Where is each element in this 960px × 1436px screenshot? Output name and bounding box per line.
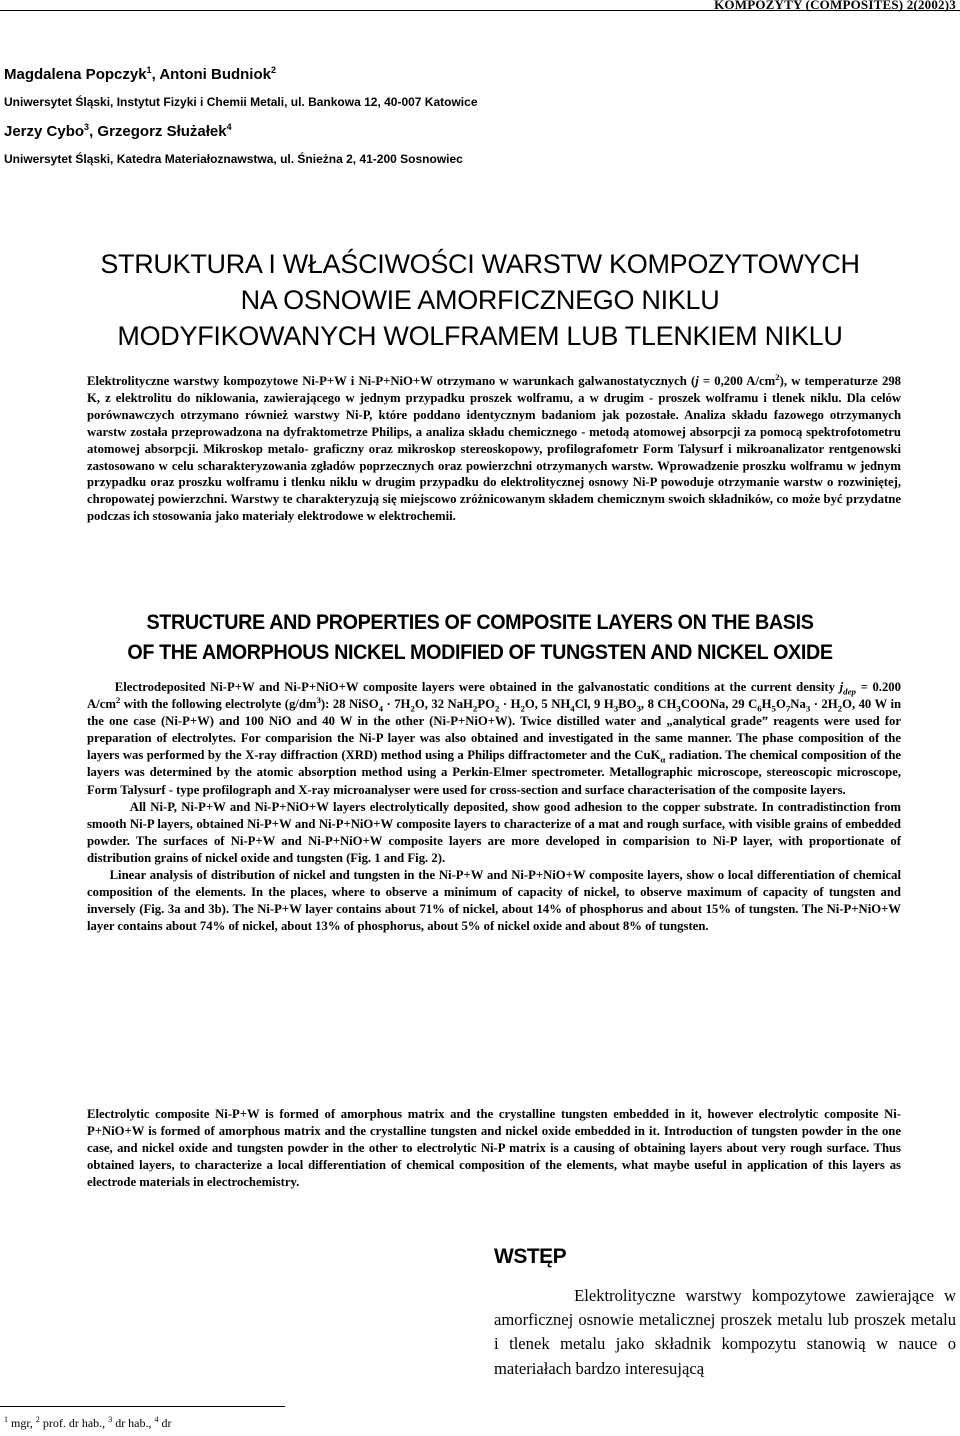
footnote-rule — [0, 1406, 285, 1407]
summary-english: Electrolytic composite Ni-P+W is formed of amorphous matrix and the crystalline tungsten embedded in it, however electrolytic composite Ni-P+NiO+W is formed of amorphous matrix and the crystalline tungsten and nickel oxide embedded in it. Introduction of tungsten powder in the one case, and nickel oxide and tungsten powder in the other to electrolytic Ni-P matrix is a causing of obtaining layers about very rough surface. Thus obtained layers, to characterize a local differentiation of chemical composition of the elements, what maybe useful in application of this layers as electrode materials in electrochemistry. — [87, 1107, 901, 1190]
intro-paragraph: Elektrolityczne warstwy kompozytowe zawierające w amorficznej osnowie metalicznej proszek metalu lub proszek metalu i tlenek metalu jako składnik kompozytu stanowią w nauce o materiałach bardzo interesującą — [494, 1286, 957, 1378]
title-polish-line: STRUKTURA I WŁAŚCIWOŚCI WARSTW KOMPOZYTOWYCH — [100, 249, 860, 279]
title-polish — [0, 246, 960, 354]
author-names-1: Magdalena Popczyk$^1$, Antoni Budniok$^2$ — [4, 65, 276, 83]
abstract-english — [87, 679, 901, 935]
title-english — [29, 608, 931, 668]
journal-title: KOMPOZYTY (COMPOSITES) 2(2002)3 — [714, 0, 956, 12]
abstract-english-p3: Linear analysis of distribution of nickel and tungsten in the Ni-P+W and Ni-P+NiO+W composite layers, show o local differentiation of chemical composition of the elements. In the places, where to observe a minimum of capacity of nickel, to observe maximum of capacity of tungsten and inversely (Fig. 3a and 3b). The Ni-P+W layer contains about 71% of nickel, about 14% of phosphorus and about 15% of tungsten. The Ni-P+NiO+W layer contains about 74% of nickel, about 13% of phosphorus, about 5% of nickel oxide and about 8% of tungsten. — [87, 868, 902, 934]
affiliation-2: Uniwersytet Śląski, Katedra Materiałoznawstwa, ul. Śnieżna 2, 41-200 Sosnowiec — [4, 152, 463, 166]
journal-header — [0, 0, 960, 11]
author-line-2 — [4, 123, 232, 141]
abstract-english-p1: Electrodeposited Ni-P+W and Ni-P+NiO+W composite layers were obtained in the galvanostatic conditions at the current density $j_{dep} = 0.200$ $A/cm^2$ with the following electrolyte $(g/dm^3)$: 28 NiSO$_4$ · $7H_2O$, 32 $NaH_2PO_2 \cdot H_2O$, 5 $NH_4Cl$, 9 $H_3BO_3$, 8 $CH_3COONa$, 29 $C_6H_5O_7Na_3 \cdot 2H_2O$, 40 W in the one case (Ni-P+W) and 100 NiO and 40 W in the other (Ni-P+NiO+W). Twice distilled water and „analytical grade” reagents were used for preparation of electrolytes. For comparision the Ni-P layer was also obtained and investigated in the same manner. The phase composition of the layers was performed by the X-ray diffraction (XRD) method using a Philips diffractometer and the CuK$_\alpha$ radiation. The chemical composition of the layers was determined by the atomic absorption method using a Perkin-Elmer spectrometer. Metallographic microscope, stereoscopic microscope, Form Talysurf - type profilograph and X-ray microanalyser were used for cross-section and surface characterisation of the composite layers. — [87, 680, 902, 797]
abstract-english-p2: All Ni-P, Ni-P+W and Ni-P+NiO+W layers electrolytically deposited, show good adhesion to the copper substrate. In contradistinction from smooth Ni-P layers, obtained Ni-P+W and Ni-P+NiO+W composite layers to characterize of a mat and rough surface, with visible grains of embedded powder. The surfaces of Ni-P+W and Ni-P+NiO+W composite layers are more developed in comparision to Ni-P layer, with proportionate of distribution grains of nickel oxide and tungsten (Fig. 1 and Fig. 2). — [87, 799, 902, 865]
title-english-line: STRUCTURE AND PROPERTIES OF COMPOSITE LAYERS ON THE BASIS — [146, 611, 814, 634]
author-names-2: Jerzy Cybo$^3$, Grzegorz Służałek$^4$ — [4, 122, 232, 140]
section-heading-intro: WSTĘP — [494, 1245, 567, 1268]
affiliation-1: Uniwersytet Śląski, Instytut Fizyki i Chemii Metali, ul. Bankowa 12, 40-007 Katowice — [4, 95, 478, 109]
abstract-polish: Elektrolityczne warstwy kompozytowe Ni-P+W i Ni-P+NiO+W otrzymano w warunkach galwanostatycznych (j = 0,200 $A/cm^2$), w temperaturze 298 K, z elektrolitu do niklowania, zawierającego w jednym przypadku proszek wolframu, a w drugim - proszek wolframu i tlenek niklu. Dla celów porównawczych otrzymano również warstwy Ni-P, które poddano identycznym badaniom jak pozostałe. Analiza składu fazowego otrzymanych warstw została przeprowadzona na dyfraktometrze Philips, a analiza składu chemicznego - metodą atomowej absorpcji za pomocą spektrofotometru atomowej absorpcji. Mikroskop metalo- graficzny oraz mikroskop stereoskopowy, profilografometr Form Talysurf i mikroanalizator rentgenowski zastosowano w celu scharakteryzowania zgładów poprzecznych oraz powierzchni otrzymanych warstw. Wprowadzenie proszku wolframu w jednym przypadku oraz proszku wolframu i tlenku niklu w drugim przypadku do elektrolitycznej osnowy Ni-P powoduje otrzymanie warstw o rozwiniętej, chropowatej powierzchni. Warstwy te charakteryzują się miejscowo zróżnicowanym składem chemicznym swoich składników, co może być przydatne podczas ich stosowania jako materiały elektrodowe w elektrochemii. — [87, 371, 902, 524]
title-polish-line: NA OSNOWIE AMORFICZNEGO NIKLU — [240, 285, 720, 315]
footnote: $^1$ mgr, $^2$ prof. dr hab., $^3$ dr hab., $^4$ dr — [4, 1415, 172, 1430]
author-line-1 — [4, 66, 276, 84]
title-english-line: OF THE AMORPHOUS NICKEL MODIFIED OF TUNGSTEN AND NICKEL OXIDE — [127, 641, 833, 664]
title-polish-line: MODYFIKOWANYCH WOLFRAMEM LUB TLENKIEM NIKLU — [117, 321, 843, 351]
